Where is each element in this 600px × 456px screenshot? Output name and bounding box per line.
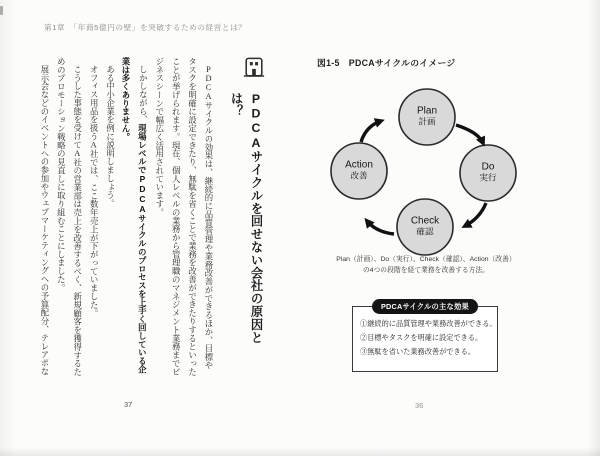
do-circle [460, 145, 516, 201]
paragraph: ある中小企業を例に説明しましょう。 [105, 65, 115, 209]
do-node-en: Do [481, 161, 495, 173]
scan-edge-shading-right [588, 0, 600, 456]
action-node-en: Action [345, 159, 373, 171]
paragraph: こうした事態を受けてA社の営業部は売上を改善するべく、新規顧客を獲得するためのプロモーション戦略の見直しに取り組むことにしました。 [56, 57, 82, 377]
page-number-left: 37 [124, 400, 133, 409]
paragraph: PDCAサイクルの効果は、継続的に品質管理や業務改善ができるほか、目標やタスクを明確に設定できたり、無駄を省くことで業務を改善ができたりするといったことが挙げられます。現在、個人レベルの業務から管理職のマネジメント業務までビジネスシーンで幅広く活用されています。 [154, 57, 213, 376]
plan-node-jp: 計画 [418, 115, 436, 126]
plan-circle [399, 89, 455, 145]
scan-speck [0, 6, 3, 15]
paragraph: 展示会などのイベントへの参加やウェブマーケティングへの予算配分、テレアポな [39, 65, 49, 376]
paragraph: オフィス用品を扱うA社では、ここ数年売上が下がっていました。 [89, 65, 99, 318]
effects-list [360, 317, 496, 359]
arrow-check-to-action [367, 221, 394, 234]
pdca-cycle-diagram [329, 78, 529, 258]
check-node-en: Check [410, 215, 440, 227]
body-text [29, 57, 216, 378]
paragraph [118, 57, 151, 378]
do-node-jp: 実行 [479, 171, 497, 182]
building-icon [243, 56, 265, 80]
arrow-plan-to-do [456, 125, 483, 143]
figure-label: 図1-5 PDCAサイクルのイメージ [317, 58, 456, 68]
action-circle [331, 143, 387, 199]
arrow-action-to-plan [361, 121, 381, 142]
scan-edge-shading-left [0, 0, 16, 456]
scan-edge-shading-bottom [0, 447, 600, 456]
action-node-jp: 改善 [350, 169, 368, 180]
check-node-jp: 確認 [416, 225, 434, 236]
check-circle [397, 199, 453, 255]
effects-item: ①継続的に品質管理や業務改善ができる。 [360, 319, 497, 328]
paragraph-lead: しかしながら、 [138, 65, 148, 125]
paragraph-bold-emphasis: 現場レベルでPDCAサイクルのプロセスを上手く回している企業は多くありません。 [120, 57, 148, 374]
effects-item: ③無駄を省いた業務改善ができる。 [360, 347, 476, 356]
arrow-do-to-check [465, 203, 486, 226]
figure-caption-line2: の4つの段階を経て業務を改善する方法。 [362, 267, 490, 274]
figure-caption-line1: Plan（計画）、Do（実行）、Check（確認）、Action（改善） [336, 256, 516, 263]
figure-caption [320, 254, 532, 276]
chapter-running-header: 第1章 「年商5億円の壁」を突破するための経営とは？ [44, 23, 247, 32]
section-heading: PDCAサイクルを回せない会社の原因とは？ [229, 92, 263, 344]
effects-item: ②目標やタスクを明確に設定できる。 [360, 333, 483, 342]
effects-box-title: PDCAサイクルの主な効果 [372, 299, 478, 314]
plan-node-en: Plan [416, 105, 438, 117]
page-number-right: 36 [415, 401, 424, 410]
